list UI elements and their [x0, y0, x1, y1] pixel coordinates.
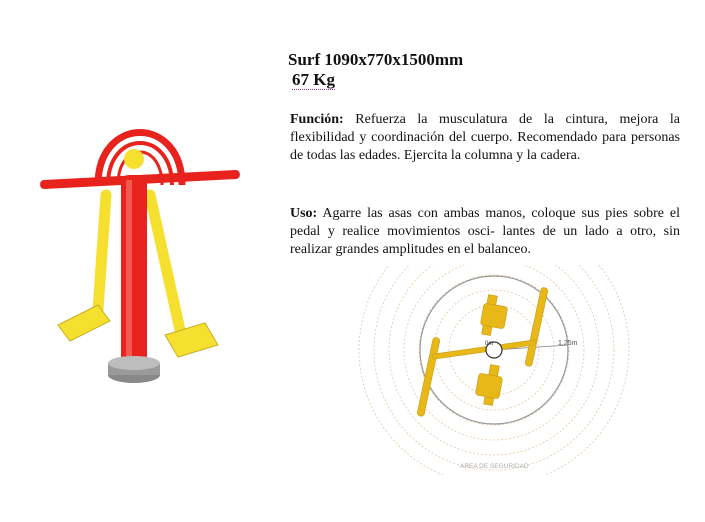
product-title: Surf 1090x770x1500mm: [288, 50, 464, 69]
usage-label: Uso:: [290, 206, 318, 221]
product-weight: 67 Kg: [292, 70, 335, 89]
function-text: Refuerza la musculatura de la cintura, mejora la flexibilidad y coordinación del cuerpo. Recomendado para personas de todas las edades. Ejercita la columna y la cadera.: [290, 112, 680, 163]
safety-area-diagram: [357, 265, 667, 475]
function-label: Función:: [290, 112, 344, 127]
usage-paragraph: [290, 205, 680, 259]
radius-label: 1,25m: [558, 340, 578, 347]
center-label: 0m: [485, 341, 494, 347]
usage-text: Agarre las asas con ambas manos, coloque sus pies sobre el pedal y realice movimientos osci- lantes de un lado a otro, sin realizar grandes amplitudes en el balanceo.: [290, 206, 680, 257]
safety-area-label: AREA DE SEGURIDAD: [460, 463, 529, 470]
function-paragraph: [290, 111, 680, 165]
surf-equipment-illustration: [40, 95, 240, 395]
